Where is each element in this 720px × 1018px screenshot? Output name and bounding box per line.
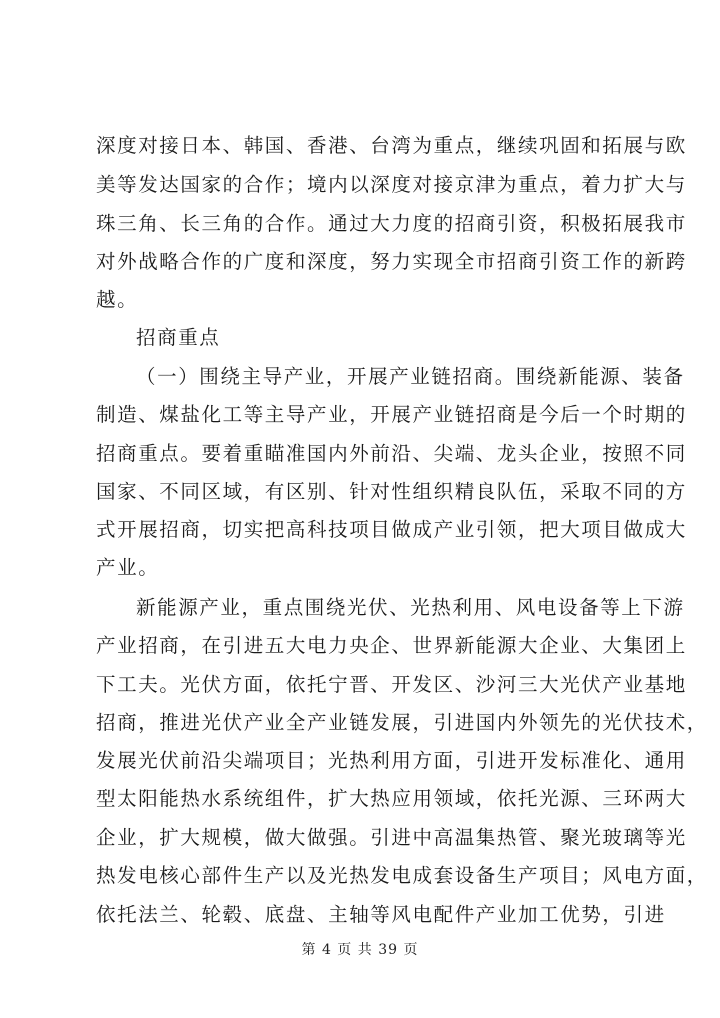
text-line: 依托法兰、轮毂、底盘、主轴等风电配件产业加工优势，引进: [96, 903, 666, 926]
text-line: 珠三角、长三角的合作。通过大力度的招商引资，积极拓展我市: [96, 212, 687, 235]
text-line: 发展光伏前沿尖端项目；光热利用方面，引进开发标准化、通用: [96, 749, 687, 772]
page-number-footer: 第 4 页 共 39 页: [301, 942, 419, 958]
section-heading: 招商重点: [136, 326, 221, 349]
text-line: 热发电核心部件生产以及光热发电成套设备生产项目；风电方面，: [96, 864, 708, 887]
text-line: 招商，推进光伏产业全产业链发展，引进国内外领先的光伏技术，: [96, 711, 708, 734]
text-line: 式开展招商，切实把高科技项目做成产业引领，把大项目做成大: [96, 518, 687, 541]
text-line: 招商重点。要着重瞄准国内外前沿、尖端、龙头企业，按照不同: [96, 442, 687, 465]
text-line: 越。: [96, 288, 139, 311]
text-line: 企业，扩大规模，做大做强。引进中高温集热管、聚光玻璃等光: [96, 826, 687, 849]
paragraph-first-line: 新能源产业，重点围绕光伏、光热利用、风电设备等上下游: [136, 596, 685, 619]
text-line: 型太阳能热水系统组件，扩大热应用领域，依托光源、三环两大: [96, 787, 687, 810]
text-line: 产业。: [96, 556, 160, 579]
text-line: 美等发达国家的合作；境内以深度对接京津为重点，着力扩大与: [96, 173, 687, 196]
text-line: 深度对接日本、韩国、香港、台湾为重点，继续巩固和拓展与欧: [96, 134, 687, 157]
text-line: 产业招商，在引进五大电力央企、世界新能源大企业、大集团上: [96, 634, 687, 657]
text-line: 国家、不同区域，有区别、针对性组织精良队伍，采取不同的方: [96, 480, 687, 503]
text-line: 对外战略合作的广度和深度，努力实现全市招商引资工作的新跨: [96, 250, 687, 273]
paragraph-first-line: （一）围绕主导产业，开展产业链招商。围绕新能源、装备: [136, 365, 685, 388]
text-line: 下工夫。光伏方面，依托宁晋、开发区、沙河三大光伏产业基地: [96, 673, 687, 696]
text-line: 制造、煤盐化工等主导产业，开展产业链招商是今后一个时期的: [96, 403, 687, 426]
